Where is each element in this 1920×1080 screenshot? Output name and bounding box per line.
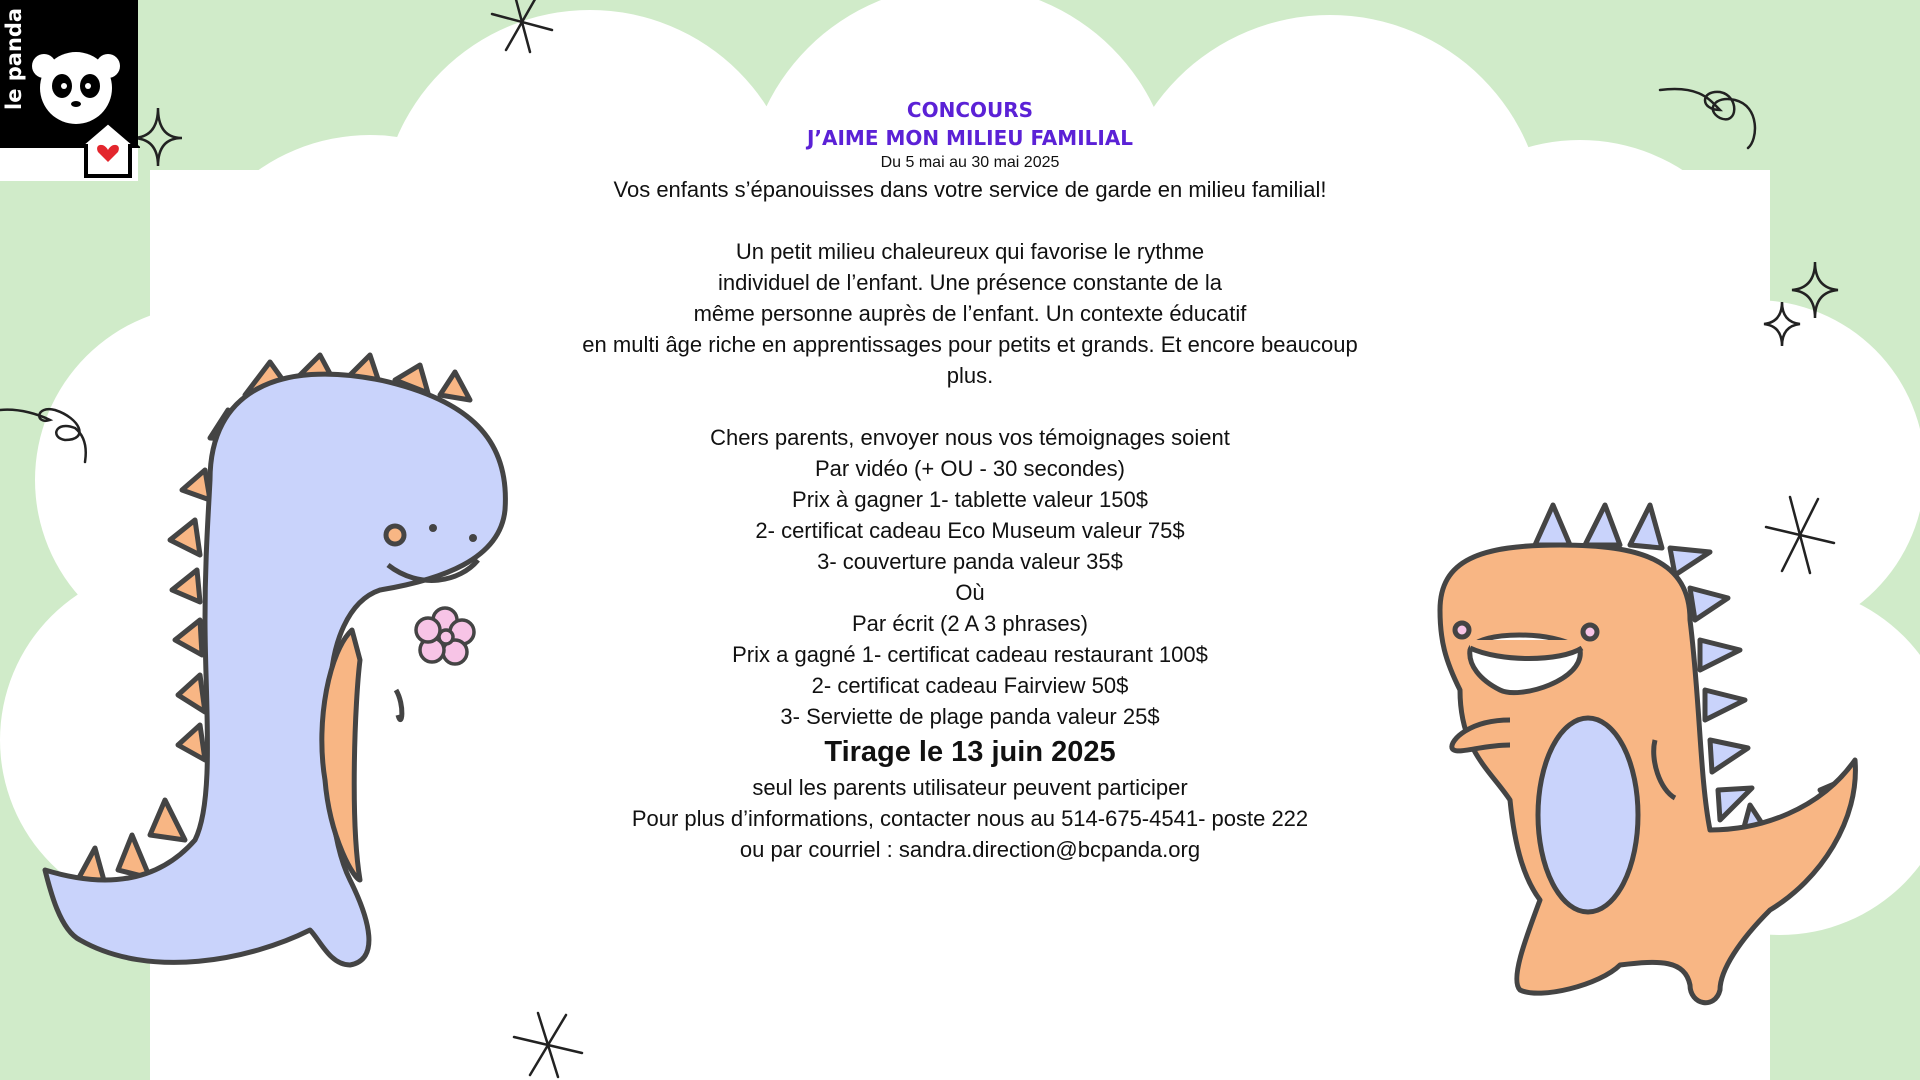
squiggle-icon-right [1660, 89, 1755, 148]
detail-line: 3- Serviette de plage panda valeur 25$ [780, 704, 1160, 729]
detail-line: Chers parents, envoyer nous vos témoignages soient [710, 425, 1230, 450]
detail-line: 2- certificat cadeau Eco Museum valeur 75$ [755, 518, 1185, 543]
house-heart-icon [76, 118, 140, 180]
logo-brand-text: le panda [2, 7, 26, 110]
detail-line: Par écrit (2 A 3 phrases) [852, 611, 1088, 636]
detail-line: Où [955, 580, 985, 605]
detail-line: Prix à gagner 1- tablette valeur 150$ [792, 487, 1148, 512]
draw-date: Tirage le 13 juin 2025 [824, 736, 1116, 768]
detail-line: Par vidéo (+ OU - 30 secondes) [815, 456, 1125, 481]
panda-logo [0, 0, 138, 181]
contact-email: ou par courriel : sandra.direction@bcpanda.org [739, 837, 1201, 862]
contest-subtitle: J’AIME MON MILIEU FAMILIAL [806, 126, 1134, 150]
detail-line: 2- certificat cadeau Fairview 50$ [811, 673, 1129, 698]
para-line: en multi âge riche en apprentissages pour petits et grands. Et encore beaucoup [582, 332, 1358, 357]
para-line: Un petit milieu chaleureux qui favorise le rythme [735, 239, 1205, 264]
contest-title: CONCOURS [906, 98, 1034, 122]
contact-phone: Pour plus d’informations, contacter nous au 514-675-4541- poste 222 [631, 806, 1309, 831]
contest-content [520, 96, 1420, 865]
detail-line: 3- couverture panda valeur 35$ [817, 549, 1123, 574]
detail-line: Prix a gagné 1- certificat cadeau restaurant 100$ [732, 642, 1208, 667]
intro-line: Vos enfants s’épanouisses dans votre service de garde en milieu familial! [613, 177, 1327, 202]
para-line: même personne auprès de l’enfant. Un contexte éducatif [693, 301, 1247, 326]
contest-dates: Du 5 mai au 30 mai 2025 [880, 154, 1060, 171]
para-line: individuel de l’enfant. Une présence constante de la [718, 270, 1222, 295]
para-line: plus. [946, 363, 994, 388]
footer-line: seul les parents utilisateur peuvent participer [752, 775, 1188, 800]
